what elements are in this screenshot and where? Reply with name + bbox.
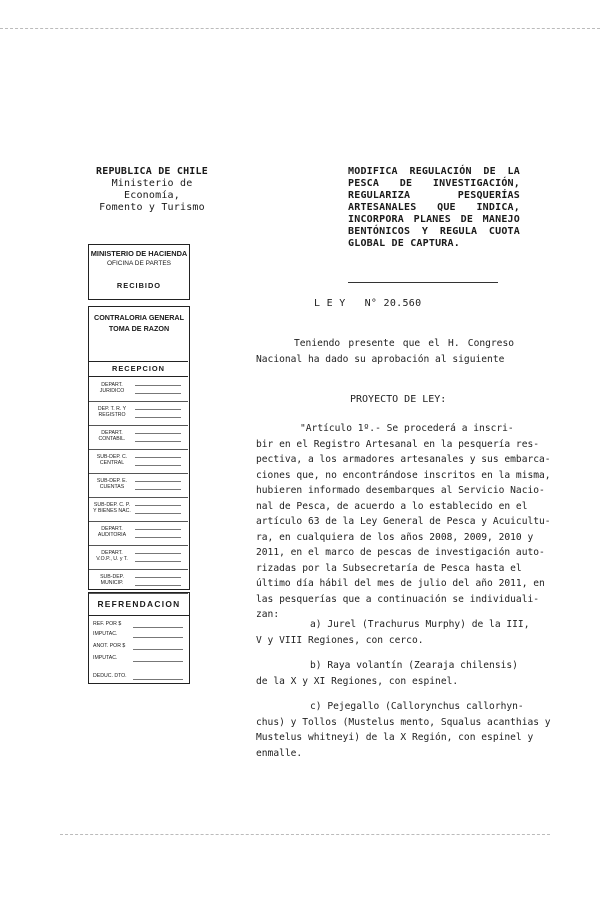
stamp-contraloria-subtitle: TOMA DE RAZON	[108, 324, 170, 333]
article-lines-line: rizadas por la Subsecretaría de Pesca hasta el	[256, 562, 522, 574]
stamp-row	[89, 401, 188, 426]
article-lines-line: nal de Pesca, de acuerdo a lo establecido en el	[256, 500, 528, 512]
refrendacion-row-line	[133, 627, 183, 628]
stamp-row-line	[135, 505, 181, 506]
refrendacion-row-label: IMPUTAC.	[93, 655, 118, 661]
refrendacion-row-line	[133, 661, 183, 662]
stamp-row	[89, 497, 188, 522]
stamp-row-label: SUB-DEP. C. P. Y BIENES NAC.	[93, 502, 131, 514]
stamp-row-line	[135, 417, 181, 418]
stamp-row-label: SUB-DEP. E. CUENTAS	[96, 478, 128, 490]
stamp-row-label: DEPART. CONTABIL.	[98, 430, 126, 442]
stamp-row-line	[135, 489, 181, 490]
stamp-row-label: SUB-DEP. C. CENTRAL	[96, 454, 128, 466]
law-number: L E Y N° 20.560	[314, 298, 422, 309]
item-c	[256, 699, 551, 761]
stamp-row-line	[135, 577, 181, 578]
item-c-line: chus) y Tollos (Mustelus mento, Squalus acanthias y	[256, 716, 551, 728]
stamp-row	[89, 521, 188, 546]
stamp-row-line	[135, 385, 181, 386]
article-lines-line: "Artículo 1º.- Se procederá a inscri-	[300, 423, 514, 434]
refrendacion-title: REFRENDACION	[89, 593, 189, 616]
refrendacion-row-label: REF. POR $	[93, 621, 122, 627]
stamp-row-line	[135, 585, 181, 586]
stamp-hacienda-received: RECIBIDO	[116, 281, 162, 290]
stamp-row	[89, 473, 188, 498]
item-a	[256, 617, 530, 648]
refrendacion-row-line	[133, 649, 183, 650]
article-lines-line: 2011, en el marco de pescas de investigación auto-	[256, 547, 545, 558]
issuer-ministry: Ministerio de Economía,	[111, 178, 193, 201]
refrendacion-box	[88, 592, 190, 684]
bottom-scan-edge	[60, 834, 550, 835]
stamp-row-line	[135, 465, 181, 466]
intro-paragraph: Teniendo presente que el H. Congreso Nacional ha dado su aprobación al siguiente	[256, 338, 514, 365]
refrendacion-row-label: DEDUC. DTO.	[93, 673, 127, 679]
law-summary-title: MODIFICA REGULACIÓN DE LA PESCA DE INVESTIGACIÓN, REGULARIZA PESQUERÍAS ARTESANALES QUE INDICA, INCORPORA PLANES DE MANEJO BENTÓNICOS Y REGULA CUOTA GLOBAL DE CAPTURA.	[348, 166, 520, 249]
item-c-line: c) Pejegallo (Callorynchus callorhyn-	[310, 701, 524, 712]
stamp-row-label: SUB-DEP. MUNICIP.	[100, 574, 124, 586]
article-lines-line: las pesquerías que a continuación se individuali-	[256, 593, 540, 605]
article-lines-line: ciones que, no encontrándose inscritos en la misma,	[256, 469, 551, 481]
stamp-hacienda-ministry: MINISTERIO DE HACIENDA	[90, 249, 188, 258]
stamp-row-line	[135, 529, 181, 530]
hacienda-stamp	[88, 244, 190, 300]
article-lines-line: zan:	[256, 609, 280, 620]
top-scan-edge	[0, 28, 600, 29]
stamp-row-line	[135, 393, 181, 394]
item-b	[256, 658, 520, 689]
stamp-row	[89, 569, 188, 594]
stamp-row-line	[135, 561, 181, 562]
stamp-hacienda-office: OFICINA DE PARTES	[106, 260, 172, 267]
article-lines-line: hubieren informado desembarques al Servicio Nacio-	[256, 485, 545, 496]
issuer-ministry-cont: Fomento y Turismo	[99, 202, 205, 213]
item-b-line: de la X y XI Regiones, con espinel.	[256, 675, 459, 687]
issuer-country: REPUBLICA DE CHILE	[96, 166, 208, 177]
item-c-line: enmalle.	[256, 747, 303, 759]
proyecto-title: PROYECTO DE LEY:	[350, 394, 447, 405]
item-b-line: b) Raya volantín (Zearaja chilensis)	[310, 660, 518, 671]
refrendacion-row-label: IMPUTAC.	[93, 631, 118, 637]
refrendacion-row-line	[133, 679, 183, 680]
stamp-row-line	[135, 513, 181, 514]
article-lines-line: último día hábil del mes de julio del año 2011, en	[256, 578, 545, 589]
stamp-row-label: DEPART. AUDITORIA	[97, 526, 127, 538]
article-lines-line: pectiva, a los armadores artesanales y sus embarca-	[256, 454, 551, 465]
stamp-row-line	[135, 481, 181, 482]
article-1	[256, 421, 551, 623]
item-a-line: a) Jurel (Trachurus Murphy) de la III,	[310, 619, 530, 630]
stamp-recepcion-label: RECEPCION	[89, 361, 188, 377]
stamp-row-line	[135, 553, 181, 554]
stamp-row-label: DEPART. V.O.P., U. y T.	[96, 550, 128, 562]
stamp-row-line	[135, 433, 181, 434]
item-c-line: Mustelus whitneyi) de la X Región, con espinel y	[256, 732, 534, 743]
stamp-row-line	[135, 537, 181, 538]
stamp-row-label: DEPART. JURIDICO	[99, 382, 125, 394]
article-lines-line: ra, en cualquiera de los años 2008, 2009, 2010 y	[256, 531, 534, 543]
summary-underline	[348, 282, 498, 283]
stamp-row-line	[135, 441, 181, 442]
contraloria-stamp	[88, 306, 190, 590]
stamp-row-line	[135, 457, 181, 458]
item-a-line: V y VIII Regiones, con cerco.	[256, 634, 424, 646]
stamp-row	[89, 449, 188, 474]
stamp-row	[89, 425, 188, 450]
article-lines-line: bir en el Registro Artesanal en la pesquería res-	[256, 438, 540, 450]
stamp-contraloria-title: CONTRALORIA GENERAL	[94, 313, 184, 322]
refrendacion-row-label: ANOT. POR $	[93, 643, 126, 649]
issuer-header	[82, 166, 222, 214]
article-lines-line: artículo 63 de la Ley General de Pesca y Acuicultu-	[256, 516, 551, 527]
stamp-row-line	[135, 409, 181, 410]
stamp-row-label: DEP. T. R. Y REGISTRO	[97, 406, 127, 418]
refrendacion-row-line	[133, 637, 183, 638]
stamp-row	[89, 377, 188, 402]
stamp-row	[89, 545, 188, 570]
